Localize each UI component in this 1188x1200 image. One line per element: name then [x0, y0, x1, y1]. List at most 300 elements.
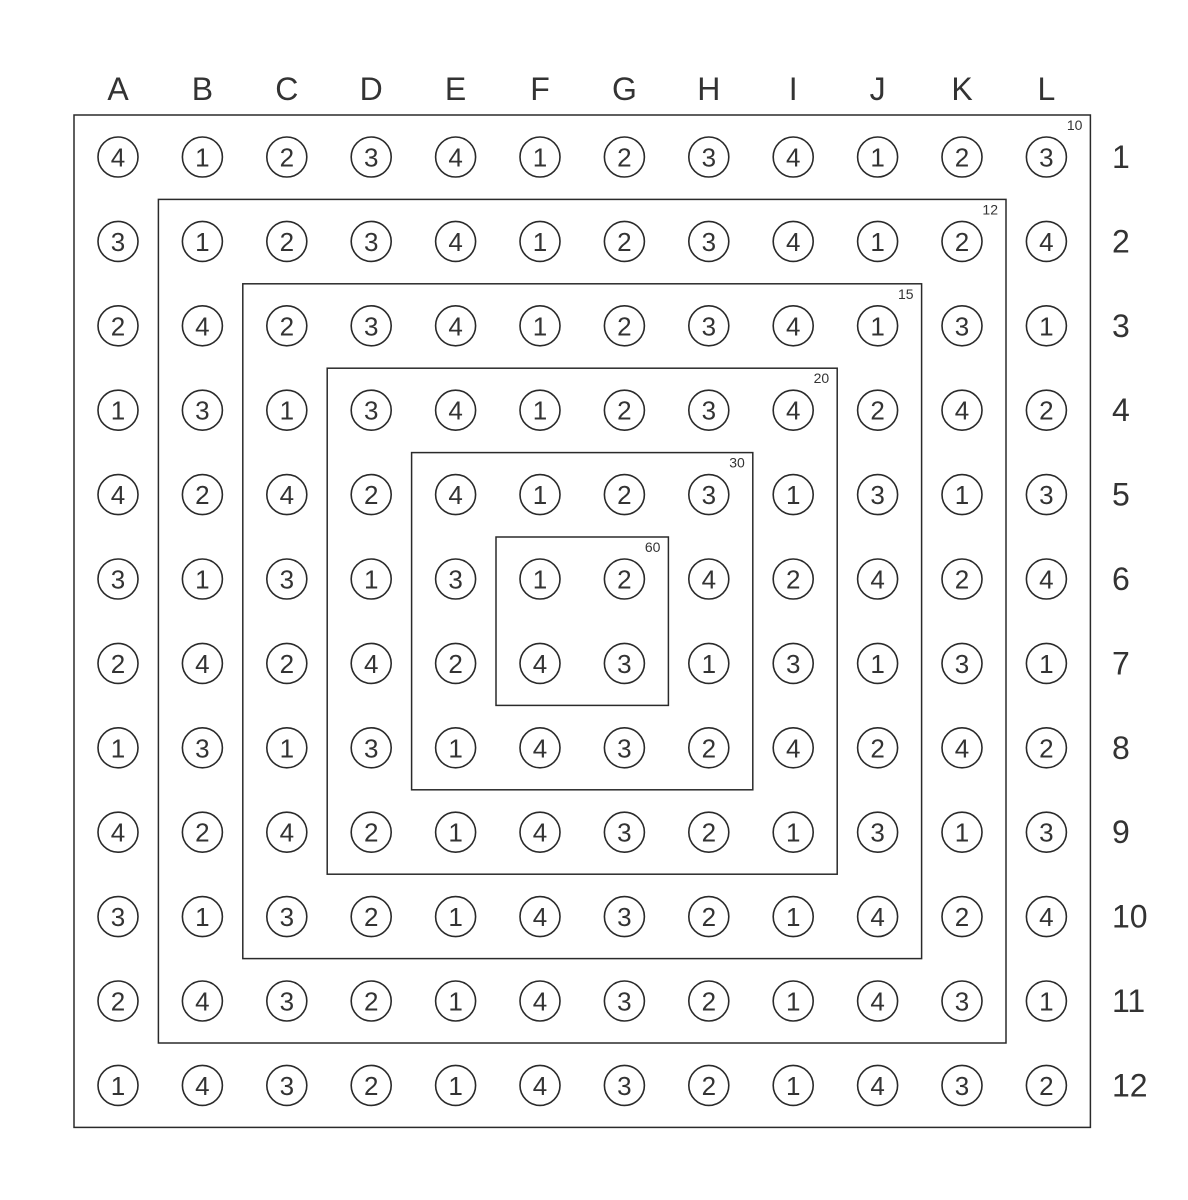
- column-label: A: [107, 71, 129, 107]
- circled-number-cell: [520, 221, 560, 261]
- ring-label: 10: [1066, 117, 1083, 133]
- cell-number: 1: [448, 986, 463, 1017]
- circled-number-cell: [98, 221, 138, 261]
- cell-number: 3: [701, 395, 717, 426]
- cell-number: 1: [195, 226, 210, 257]
- cell-number: 2: [954, 142, 970, 173]
- cell-number: 4: [195, 648, 210, 679]
- circled-number-cell: [604, 812, 644, 852]
- circled-number-cell: [689, 137, 729, 177]
- cell-number: 2: [701, 986, 717, 1017]
- circled-number-cell: [98, 475, 138, 515]
- column-label: C: [275, 71, 299, 107]
- row-label: 12: [1112, 1067, 1148, 1104]
- cell-number: 1: [785, 480, 801, 511]
- circled-number-cell: [182, 897, 222, 937]
- cell-number: 3: [363, 395, 379, 426]
- cell-number: 3: [617, 733, 632, 764]
- circled-number-cell: [520, 137, 560, 177]
- cell-number: 3: [1039, 480, 1054, 511]
- circled-number-cell: [436, 559, 476, 599]
- ring-border: [496, 537, 668, 705]
- cell-number: 2: [954, 564, 970, 595]
- circled-number-cell: [351, 812, 391, 852]
- row-label: 7: [1112, 645, 1130, 682]
- column-label: G: [611, 71, 637, 107]
- cell-number: 4: [448, 480, 463, 511]
- cell-number: 1: [701, 648, 717, 679]
- ring-border: [327, 368, 837, 874]
- circled-number-cell: [351, 1065, 391, 1105]
- column-label: D: [359, 71, 383, 107]
- circled-number-cell: [1026, 728, 1066, 768]
- circled-number-cell: [1026, 812, 1066, 852]
- circled-number-cell: [942, 390, 982, 430]
- cell-number: 3: [195, 733, 210, 764]
- circled-number-cell: [858, 1065, 898, 1105]
- circled-number-cell: [98, 812, 138, 852]
- circled-number-cell: [1026, 1065, 1066, 1105]
- circled-number-cell: [858, 559, 898, 599]
- cell-number: 3: [195, 395, 210, 426]
- ring-label: 30: [729, 454, 745, 471]
- circled-number-cell: [351, 221, 391, 261]
- cell-number: 2: [617, 564, 632, 595]
- circled-number-cell: [858, 306, 898, 346]
- circled-number-cell: [604, 981, 644, 1021]
- cell-number: 4: [785, 733, 801, 764]
- circled-number-cell: [267, 1065, 307, 1105]
- cell-number: 3: [617, 648, 632, 679]
- cell-number: 3: [1039, 142, 1054, 173]
- row-label: 6: [1112, 561, 1130, 597]
- circled-number-cell: [436, 475, 476, 515]
- circled-number-cell: [436, 221, 476, 261]
- circled-number-cell: [520, 475, 560, 515]
- circled-number-cell: [98, 728, 138, 768]
- cell-number: 2: [954, 902, 970, 933]
- circled-number-cell: [942, 643, 982, 683]
- column-label: I: [788, 71, 798, 107]
- cell-number: 1: [279, 733, 295, 764]
- cell-number: 4: [110, 817, 126, 848]
- ring-label: 15: [898, 285, 914, 302]
- cell-number: 1: [532, 480, 548, 511]
- cell-number: 2: [195, 480, 210, 511]
- circled-number-cell: [858, 728, 898, 768]
- cell-number: 3: [448, 564, 463, 595]
- cell-number: 3: [954, 311, 970, 342]
- circled-number-cell: [858, 390, 898, 430]
- cell-number: 2: [448, 648, 463, 679]
- cell-number: 1: [870, 648, 885, 679]
- cell-number: 1: [785, 1070, 801, 1101]
- cell-number: 1: [110, 733, 126, 764]
- circled-number-cell: [267, 643, 307, 683]
- circled-number-cell: [773, 137, 813, 177]
- cell-number: 4: [870, 1070, 885, 1101]
- cell-number: 2: [279, 142, 295, 173]
- cell-number: 4: [448, 226, 463, 257]
- cell-number: 4: [785, 142, 801, 173]
- cell-number: 1: [870, 226, 885, 257]
- circled-number-cell: [436, 137, 476, 177]
- circled-number-cell: [520, 897, 560, 937]
- cell-number: 2: [363, 902, 379, 933]
- circled-number-cell: [689, 221, 729, 261]
- circled-number-cell: [351, 390, 391, 430]
- circled-number-cell: [1026, 981, 1066, 1021]
- cell-number: 3: [617, 902, 632, 933]
- row-label: 1: [1112, 139, 1130, 175]
- circled-number-cell: [604, 137, 644, 177]
- cell-number: 4: [363, 648, 379, 679]
- cell-number: 1: [870, 142, 885, 173]
- cell-number: 2: [1039, 733, 1054, 764]
- circled-number-cell: [689, 559, 729, 599]
- cell-number: 3: [701, 142, 717, 173]
- circled-number-cell: [604, 897, 644, 937]
- cell-number: 2: [363, 817, 379, 848]
- circled-number-cell: [773, 221, 813, 261]
- cell-number: 4: [532, 1070, 548, 1101]
- circled-number-cell: [351, 137, 391, 177]
- row-label: 5: [1112, 476, 1130, 513]
- cell-number: 4: [110, 142, 126, 173]
- circled-number-cell: [520, 1065, 560, 1105]
- column-label: K: [951, 71, 973, 107]
- cell-number: 4: [448, 311, 463, 342]
- cell-number: 2: [870, 395, 885, 426]
- circled-number-cell: [773, 1065, 813, 1105]
- circled-number-cell: [182, 728, 222, 768]
- circled-number-cell: [267, 559, 307, 599]
- cell-number: 4: [195, 1070, 210, 1101]
- cell-number: 1: [195, 142, 210, 173]
- cell-number: 1: [785, 986, 801, 1017]
- circled-number-cell: [351, 559, 391, 599]
- cell-number: 2: [1039, 395, 1054, 426]
- circled-number-cell: [773, 559, 813, 599]
- column-label: J: [869, 71, 886, 107]
- cell-number: 4: [1039, 226, 1054, 257]
- cell-number: 1: [448, 733, 463, 764]
- cell-number: 1: [954, 480, 970, 511]
- cell-number: 1: [448, 817, 463, 848]
- cell-number: 1: [279, 395, 295, 426]
- ring-label: 60: [644, 539, 661, 555]
- circled-number-cell: [773, 475, 813, 515]
- circled-number-cell: [98, 1065, 138, 1105]
- cell-number: 2: [870, 733, 885, 764]
- cell-number: 1: [363, 564, 379, 595]
- circled-number-cell: [1026, 221, 1066, 261]
- cell-number: 1: [448, 1070, 463, 1101]
- circled-number-cell: [773, 643, 813, 683]
- circled-number-cell: [1026, 137, 1066, 177]
- column-label: B: [191, 71, 214, 107]
- cell-number: 1: [532, 564, 548, 595]
- cell-number: 1: [448, 902, 463, 933]
- circled-number-cell: [520, 306, 560, 346]
- circled-number-cell: [604, 728, 644, 768]
- row-label: 3: [1112, 307, 1130, 344]
- cell-number: 2: [110, 311, 126, 342]
- circled-number-cell: [942, 897, 982, 937]
- cell-number: 4: [532, 648, 548, 679]
- cell-number: 1: [110, 1070, 126, 1101]
- circled-number-cell: [689, 981, 729, 1021]
- row-label: 4: [1112, 392, 1130, 429]
- cell-number: 4: [448, 395, 463, 426]
- circled-number-cell: [98, 390, 138, 430]
- circled-number-cell: [942, 137, 982, 177]
- circled-number-cell: [604, 221, 644, 261]
- circled-number-cell: [773, 728, 813, 768]
- row-label: 11: [1112, 983, 1146, 1019]
- circled-number-cell: [942, 812, 982, 852]
- cell-number: 4: [954, 395, 970, 426]
- circled-number-cell: [351, 728, 391, 768]
- circled-number-cell: [604, 475, 644, 515]
- cell-number: 1: [785, 817, 801, 848]
- circled-number-cell: [98, 643, 138, 683]
- circled-number-cell: [689, 812, 729, 852]
- cell-number: 3: [701, 311, 717, 342]
- cell-number: 2: [785, 564, 801, 595]
- circled-number-cell: [858, 221, 898, 261]
- circled-number-cell: [942, 728, 982, 768]
- circled-number-cell: [267, 475, 307, 515]
- circled-number-cell: [1026, 559, 1066, 599]
- circled-number-cell: [604, 643, 644, 683]
- cell-number: 1: [195, 902, 210, 933]
- circled-number-cell: [98, 137, 138, 177]
- cell-number: 1: [532, 142, 548, 173]
- circled-number-cell: [773, 897, 813, 937]
- circled-number-cell: [689, 897, 729, 937]
- cell-number: 2: [617, 480, 632, 511]
- cell-number: 2: [701, 1070, 717, 1101]
- nested-rings: [74, 115, 1090, 1127]
- cell-number: 4: [279, 480, 295, 511]
- row-labels: [1112, 139, 1148, 1103]
- cell-number: 2: [110, 986, 126, 1017]
- cell-number: 3: [954, 986, 970, 1017]
- circled-number-cell: [182, 812, 222, 852]
- circled-number-cell: [436, 306, 476, 346]
- cell-number: 1: [532, 226, 548, 257]
- circled-number-cell: [98, 559, 138, 599]
- cell-number: 4: [110, 480, 126, 511]
- circled-number-cell: [436, 390, 476, 430]
- cell-number: 4: [785, 311, 801, 342]
- cell-number: 3: [279, 1070, 295, 1101]
- circled-number-cell: [267, 812, 307, 852]
- cell-number: 3: [279, 902, 295, 933]
- cell-number: 2: [363, 986, 379, 1017]
- circled-number-cell: [1026, 897, 1066, 937]
- cell-number: 2: [1039, 1070, 1054, 1101]
- circled-number-cell: [267, 306, 307, 346]
- circled-number-cell: [182, 1065, 222, 1105]
- ring-label: 12: [982, 201, 998, 218]
- cell-number: 3: [110, 902, 126, 933]
- cell-number: 4: [195, 311, 210, 342]
- cell-number: 1: [195, 564, 210, 595]
- circled-number-cell: [182, 559, 222, 599]
- cell-number: 3: [954, 648, 970, 679]
- cell-number: 4: [532, 733, 548, 764]
- circled-number-cell: [267, 390, 307, 430]
- circled-number-cell: [604, 1065, 644, 1105]
- circled-number-cell: [858, 475, 898, 515]
- circled-number-cell: [604, 559, 644, 599]
- cell-number: 3: [1039, 817, 1054, 848]
- circled-number-cell: [98, 897, 138, 937]
- cell-number: 2: [363, 1070, 379, 1101]
- cell-number: 4: [532, 902, 548, 933]
- circled-number-cell: [858, 981, 898, 1021]
- row-label: 10: [1112, 898, 1148, 935]
- circled-number-cell: [942, 475, 982, 515]
- circled-number-cell: [773, 981, 813, 1021]
- cell-number: 4: [954, 733, 970, 764]
- circled-number-cell: [182, 475, 222, 515]
- circled-number-cell: [773, 812, 813, 852]
- cell-number: 4: [195, 986, 210, 1017]
- cell-number: 2: [701, 733, 717, 764]
- circled-number-cell: [182, 221, 222, 261]
- circled-number-cell: [351, 643, 391, 683]
- circled-number-cell: [351, 306, 391, 346]
- cell-number: 3: [617, 817, 632, 848]
- circled-number-cell: [689, 475, 729, 515]
- circled-number-cell: [267, 897, 307, 937]
- cell-number: 2: [954, 226, 970, 257]
- cell-number: 4: [532, 986, 548, 1017]
- cell-number: 1: [785, 902, 801, 933]
- cell-number: 3: [701, 480, 717, 511]
- circled-number-cell: [436, 1065, 476, 1105]
- column-label: F: [530, 71, 550, 107]
- circled-number-cell: [858, 137, 898, 177]
- row-label: 2: [1112, 223, 1130, 260]
- cell-number: 3: [870, 480, 885, 511]
- circled-number-cell: [520, 390, 560, 430]
- cell-number: 1: [954, 817, 970, 848]
- cell-number: 1: [1039, 311, 1054, 342]
- cell-number: 3: [279, 564, 295, 595]
- cell-number: 1: [110, 395, 126, 426]
- cell-number: 2: [617, 395, 632, 426]
- cell-number: 4: [279, 817, 295, 848]
- cell-number: 1: [1039, 648, 1054, 679]
- cell-number: 2: [617, 226, 632, 257]
- cell-number: 2: [701, 902, 717, 933]
- circled-number-cell: [604, 306, 644, 346]
- circled-number-cell: [858, 897, 898, 937]
- cell-number: 4: [870, 986, 885, 1017]
- circled-number-cell: [942, 1065, 982, 1105]
- cell-number: 1: [1039, 986, 1054, 1017]
- cell-number: 4: [870, 564, 885, 595]
- circled-number-cell: [520, 643, 560, 683]
- circled-number-cell: [1026, 475, 1066, 515]
- cell-number: 2: [701, 817, 717, 848]
- cell-number: 3: [363, 311, 379, 342]
- cell-number: 4: [532, 817, 548, 848]
- circled-number-cell: [351, 897, 391, 937]
- circled-number-cell: [520, 559, 560, 599]
- cell-number: 4: [1039, 564, 1054, 595]
- circled-number-cell: [182, 306, 222, 346]
- circled-number-cell: [689, 306, 729, 346]
- circled-number-cell: [182, 981, 222, 1021]
- cell-number: 2: [110, 648, 126, 679]
- column-label: L: [1037, 71, 1056, 107]
- circled-number-cell: [1026, 390, 1066, 430]
- circled-number-cell: [773, 390, 813, 430]
- circled-number-cell: [858, 812, 898, 852]
- circled-number-cell: [436, 643, 476, 683]
- cell-number: 4: [785, 395, 801, 426]
- cell-number: 2: [617, 311, 632, 342]
- ring-border: [74, 115, 1090, 1127]
- circled-number-cell: [182, 390, 222, 430]
- circled-number-cell: [267, 728, 307, 768]
- circled-number-cell: [689, 728, 729, 768]
- cell-number: 3: [279, 986, 295, 1017]
- cell-number: 3: [870, 817, 885, 848]
- circled-number-cell: [942, 559, 982, 599]
- cell-number: 3: [617, 986, 632, 1017]
- cell-number: 4: [870, 902, 885, 933]
- circled-number-cell: [520, 981, 560, 1021]
- circled-number-cell: [267, 137, 307, 177]
- cell-number: 3: [110, 564, 126, 595]
- circled-number-cell: [436, 728, 476, 768]
- cell-number: 2: [279, 226, 295, 257]
- circled-number-cell: [98, 306, 138, 346]
- cell-number: 3: [785, 648, 801, 679]
- circled-number-cell: [520, 728, 560, 768]
- ring-label: 20: [813, 370, 830, 387]
- cell-number: 2: [195, 817, 210, 848]
- circled-number-cell: [436, 812, 476, 852]
- cell-number: 4: [701, 564, 717, 595]
- cell-number: 4: [785, 226, 801, 257]
- circled-number-cell: [436, 981, 476, 1021]
- circled-number-cell: [942, 981, 982, 1021]
- row-label: 8: [1112, 729, 1130, 766]
- circled-number-cell: [520, 812, 560, 852]
- circled-number-cell: [351, 475, 391, 515]
- row-label: 9: [1112, 814, 1130, 851]
- cell-number: 3: [363, 226, 379, 257]
- circled-number-cell: [858, 643, 898, 683]
- cell-number: 2: [363, 480, 379, 511]
- column-labels: [107, 71, 1055, 107]
- cell-number: 3: [110, 226, 126, 257]
- cell-number: 2: [279, 648, 295, 679]
- circled-number-cell: [689, 1065, 729, 1105]
- cell-number: 4: [1039, 902, 1054, 933]
- circled-number-cell: [182, 137, 222, 177]
- cell-number: 3: [954, 1070, 970, 1101]
- cell-number: 2: [617, 142, 632, 173]
- cell-number: 1: [532, 395, 548, 426]
